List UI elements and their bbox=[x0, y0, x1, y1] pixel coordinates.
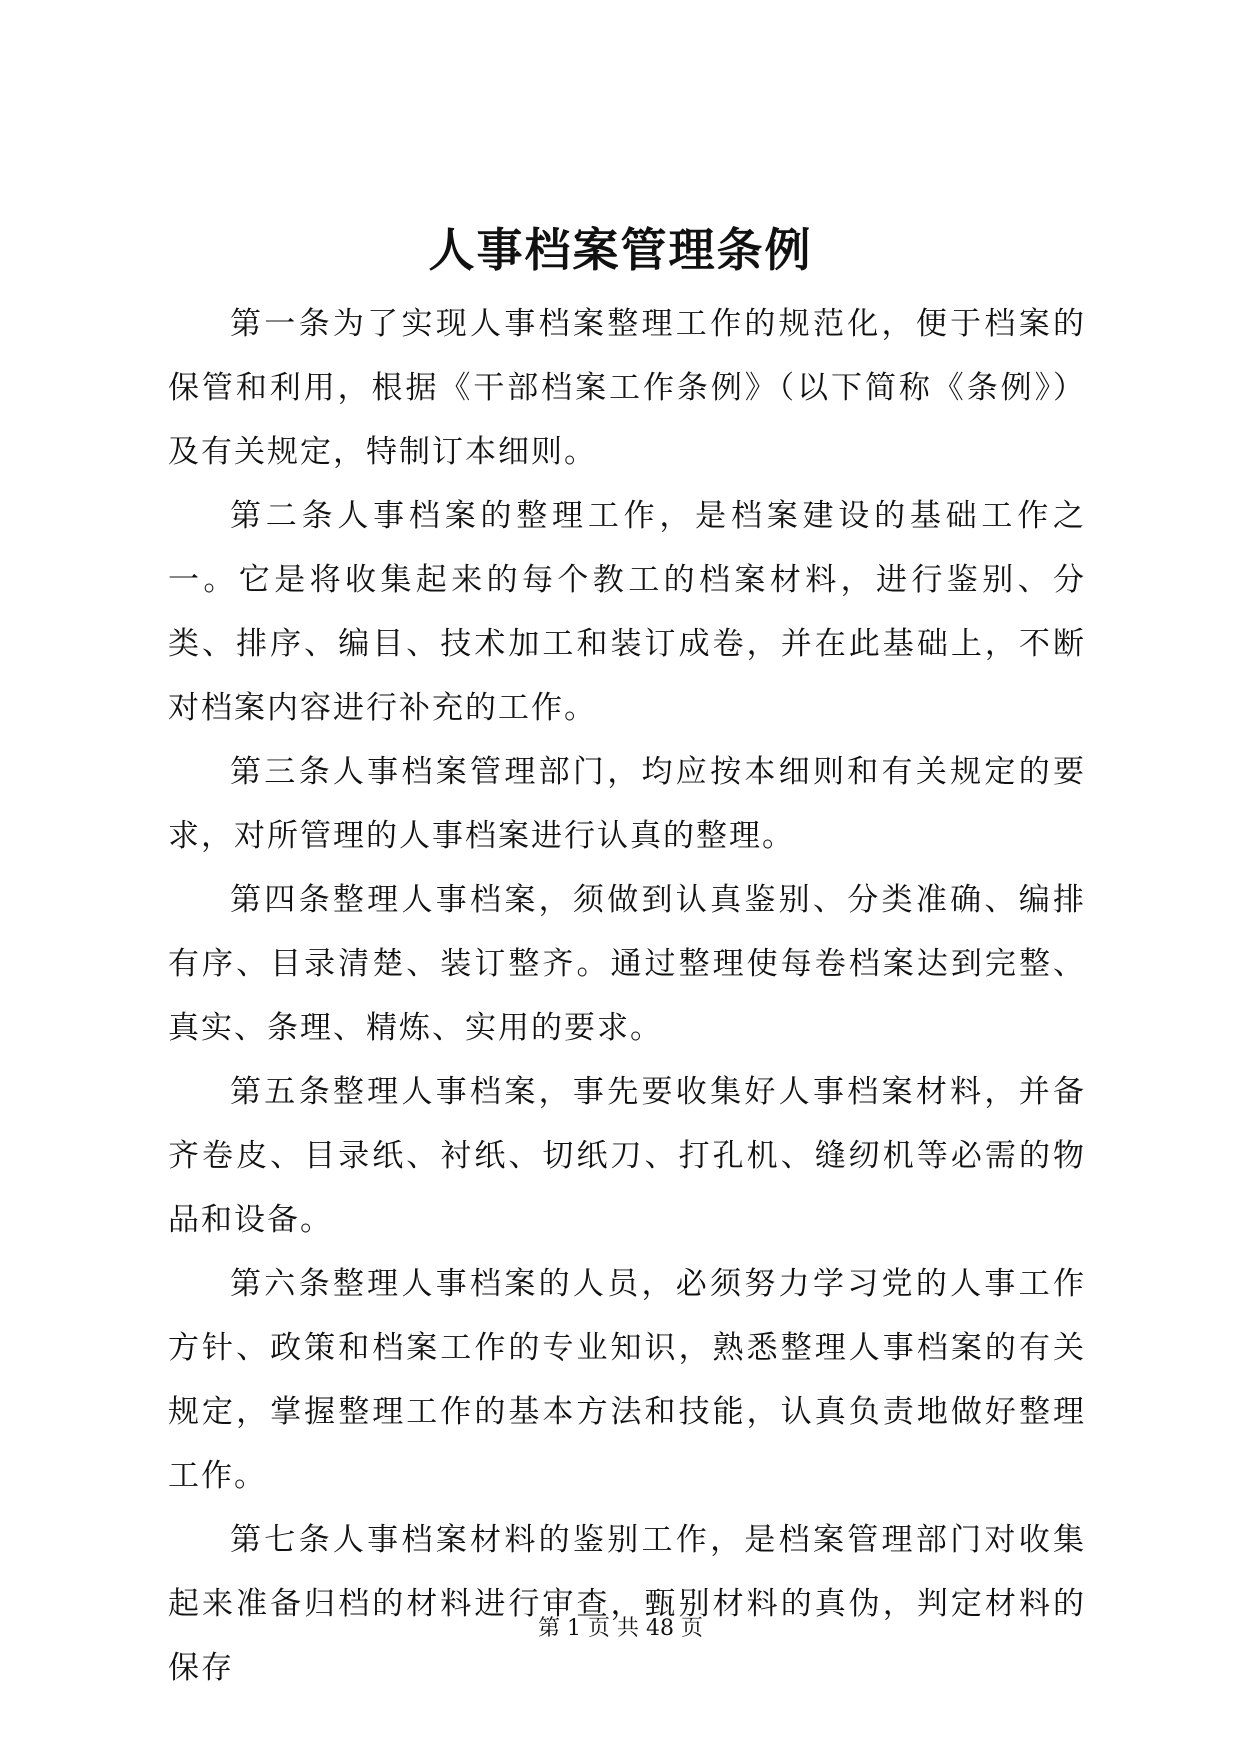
paragraph-article-1: 第一条为了实现人事档案整理工作的规范化，便于档案的保管和利用，根据《干部档案工作条例》（以下简称《条例》）及有关规定，特制订本细则。 bbox=[168, 306, 1086, 470]
document-body bbox=[168, 292, 1086, 1700]
paragraph-article-2: 第二条人事档案的整理工作，是档案建设的基础工作之一。它是将收集起来的每个教工的档案材料，进行鉴别、分类、排序、编目、技术加工和装订成卷，并在此基础上，不断对档案内容进行补充的工作。 bbox=[168, 498, 1086, 726]
page-title: 人事档案管理条例 bbox=[428, 223, 813, 277]
paragraph-article-6: 第六条整理人事档案的人员，必须努力学习党的人事工作方针、政策和档案工作的专业知识，熟悉整理人事档案的有关规定，掌握整理工作的基本方法和技能，认真负责地做好整理工作。 bbox=[168, 1266, 1086, 1494]
paragraph-article-4: 第四条整理人事档案，须做到认真鉴别、分类准确、编排有序、目录清楚、装订整齐。通过整理使每卷档案达到完整、真实、条理、精炼、实用的要求。 bbox=[168, 882, 1086, 1046]
paragraph-article-3: 第三条人事档案管理部门，均应按本细则和有关规定的要求，对所管理的人事档案进行认真的整理。 bbox=[168, 754, 1086, 854]
paragraph-article-7: 第七条人事档案材料的鉴别工作，是档案管理部门对收集起来准备归档的材料进行审查，甄别材料的真伪，判定材料的保存 bbox=[168, 1522, 1086, 1686]
paragraph-article-5: 第五条整理人事档案，事先要收集好人事档案材料，并备齐卷皮、目录纸、衬纸、切纸刀、打孔机、缝纫机等必需的物品和设备。 bbox=[168, 1074, 1086, 1238]
page-footer: 第 1 页 共 48 页 bbox=[538, 1616, 703, 1641]
